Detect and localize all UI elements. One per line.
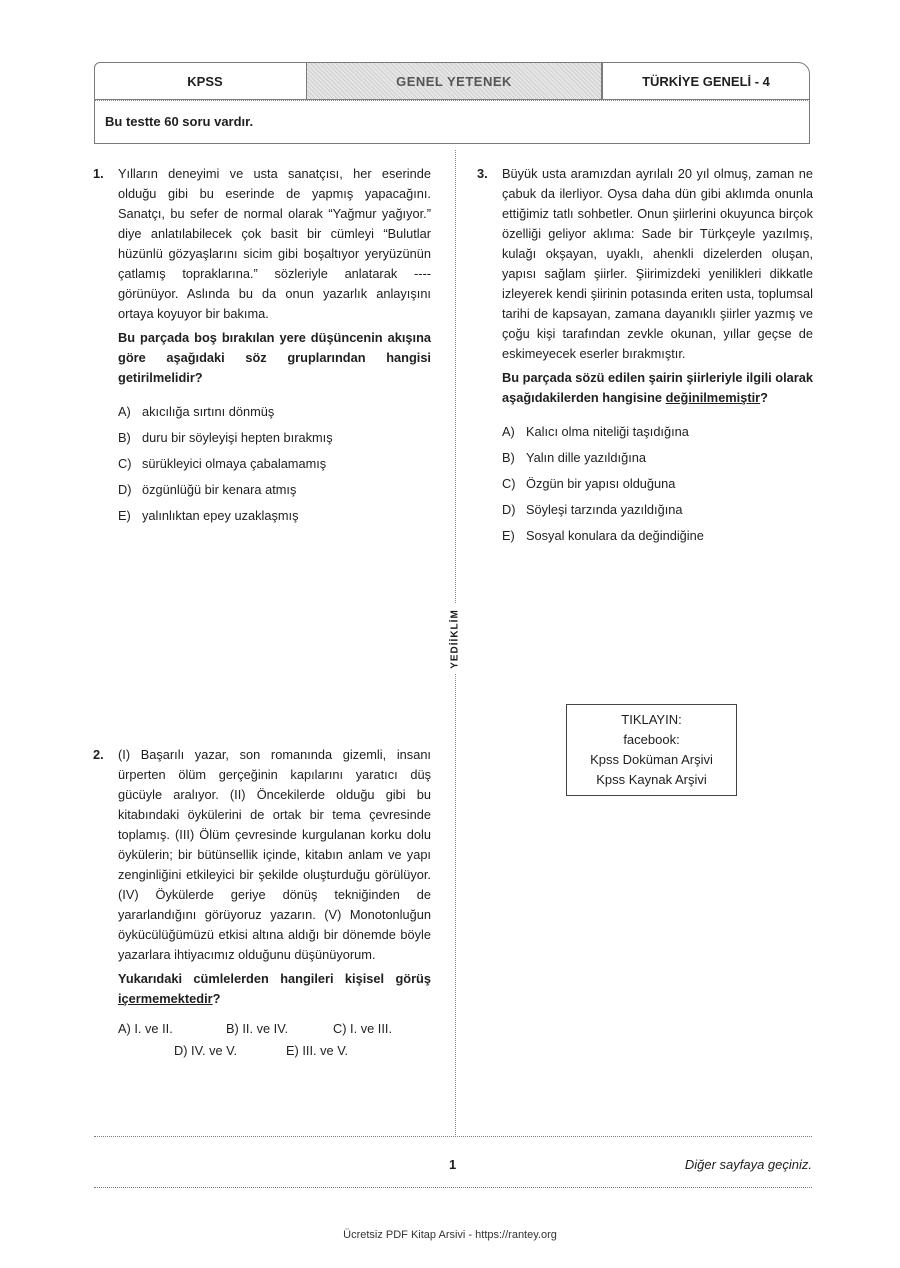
- option-letter: E): [502, 528, 515, 543]
- edition-label: [602, 62, 810, 100]
- promo-line: Kpss Doküman Arşivi: [590, 752, 713, 767]
- publisher-brand: [447, 604, 463, 674]
- answer-option-b[interactable]: [502, 448, 813, 474]
- stem-emphasis: değinilmemiştir: [665, 390, 761, 405]
- footer-divider: [94, 1187, 812, 1188]
- option-text: Özgün bir yapısı olduğuna: [526, 476, 676, 491]
- question-3: [477, 164, 813, 552]
- stem-end: ?: [212, 991, 221, 1006]
- source-credit: Ücretsiz PDF Kitap Arsivi - https://rantey.org: [343, 1229, 557, 1241]
- question-number: 3.: [477, 166, 488, 181]
- answer-option-e[interactable]: E) III. ve V.: [286, 1043, 349, 1058]
- option-letter: D): [502, 502, 516, 517]
- option-letter: B): [118, 430, 131, 445]
- answer-option-c[interactable]: C) I. ve III.: [333, 1021, 393, 1036]
- exam-name: [94, 62, 316, 100]
- stem-text: Yukarıdaki cümlelerden hangileri kişisel görüş: [118, 971, 431, 986]
- question-passage: Büyük usta aramızdan ayrılalı 20 yıl olmuş, zaman ne çabuk da ilerliyor. Oysa daha dün gibi aklımda onunla ettiğimiz tatlı sohbetler. Onun şiirlerini okuyunca birçok özelliği geliyor aklıma: Sade bir Türkçeyle yazılmış, kulağı okşayan, uyaklı, ahenkli dizelerden oluşan, yapısı sağlam şiirler. Şiirimizdeki yenilikleri dikkatle izleyerek kendi şiirinin potasında eriten usta, toplumsal tarihi de kapsayan, zamana dayanıklı şiirler yazmış ve çoğu kişi tarafından zevkle okunan, yıllar geçse de eskimeyecek eserler bırakmıştır.: [502, 166, 813, 361]
- publisher-brand-text: YEDİİKLİM: [449, 609, 461, 669]
- option-letter: D): [118, 482, 132, 497]
- question-2: [93, 745, 431, 1063]
- footer-divider: [94, 1136, 812, 1137]
- edition-label-text: TÜRKİYE GENELİ - 4: [642, 73, 770, 89]
- question-number: 1.: [93, 166, 104, 181]
- answer-option-b[interactable]: [118, 428, 431, 454]
- question-count-notice: [94, 100, 810, 144]
- question-stem: [118, 969, 431, 1009]
- question-passage: (I) Başarılı yazar, son romanında gizemli, insanı ürperten ölüm gerçeğinin kapılarını yaratıcı düş gücüyle aralıyor. (II) Öncekilerde olduğu gibi bu kitabındaki öykülerini de ortak bir tema çevresinde toplamış. (III) Ölüm çevresinde kurgulanan korku dolu öykülerin; bir bütünsellik içinde, kitabın anlam ve yapı zenginliğini etkileyici bir şekilde oluşturduğu görülüyor. (IV) Öykülerde geriye dönüş tekniğinden de yararlandığını görüyoruz yazarın. (V) Monotonluğun öykücülüğümüzü etkisi altına aldığı bir dönemde böyle yazarlara ihtiyacımız olduğunu düşünüyorum.: [118, 747, 431, 962]
- option-letter: A): [118, 404, 131, 419]
- promo-line: Kpss Kaynak Arşivi: [596, 772, 707, 787]
- answer-option-c[interactable]: [502, 474, 813, 500]
- answer-options: [118, 402, 431, 532]
- option-text: sürükleyici olmaya çabalamamış: [142, 456, 327, 471]
- option-text: akıcılığa sırtını dönmüş: [142, 404, 275, 419]
- option-text: Sosyal konulara da değindiğine: [526, 528, 704, 543]
- option-text: Yalın dille yazıldığına: [526, 450, 646, 465]
- answer-option-e[interactable]: [502, 526, 813, 552]
- answer-option-a[interactable]: A) I. ve II.: [118, 1021, 173, 1036]
- answer-option-e[interactable]: [118, 506, 431, 532]
- answer-option-d[interactable]: [118, 480, 431, 506]
- option-letter: E): [118, 508, 131, 523]
- stem-end: ?: [760, 390, 768, 405]
- option-text: Söyleşi tarzında yazıldığına: [526, 502, 683, 517]
- exam-name-text: KPSS: [187, 73, 223, 89]
- next-page-note: Diğer sayfaya geçiniz.: [684, 1157, 812, 1172]
- option-text: duru bir söyleyişi hepten bırakmış: [142, 430, 333, 445]
- answer-option-d[interactable]: [502, 500, 813, 526]
- option-text: özgünlüğü bir kenara atmış: [142, 482, 297, 497]
- answer-option-c[interactable]: [118, 454, 431, 480]
- option-letter: C): [502, 476, 516, 491]
- answer-option-a[interactable]: [118, 402, 431, 428]
- option-text: Kalıcı olma niteliği taşıdığına: [526, 424, 689, 439]
- question-passage: Yılların deneyimi ve usta sanatçısı, her eserinde olduğu gibi bu eserinde de yapmış yapacağını. Sanatçı, bu sefer de normal olarak “Yağmur yağıyor.” diye anlatılabilecek çok basit bir cümleyi “Bulutlar hüzünlü gözyaşlarını sicim gibi boşaltıyor yeryüzünün çatlamış topraklarına.” sözleriyle anlatarak ---- görünüyor. Aslında bu da onun yazarlık anlayışını ortaya koyuyor bir bakıma.: [118, 166, 431, 321]
- option-letter: B): [502, 450, 515, 465]
- question-stem: Bu parçada boş bırakılan yere düşüncenin akışına göre aşağıdaki söz gruplarından hangisi getirilmelidir?: [118, 330, 431, 385]
- option-letter: C): [118, 456, 132, 471]
- option-letter: A): [502, 424, 515, 439]
- section-title-text: GENEL YETENEK: [396, 73, 512, 89]
- answer-option-a[interactable]: [502, 422, 813, 448]
- section-title: [306, 62, 602, 100]
- promo-box[interactable]: [566, 704, 737, 796]
- stem-text: Bu parçada sözü edilen şairin şiirleriyle ilgili olarak aşağıdakilerden hangisine: [502, 370, 813, 405]
- question-number: 2.: [93, 747, 104, 762]
- answer-options: [502, 422, 813, 552]
- question-count-text: Bu testte 60 soru vardır.: [105, 114, 254, 129]
- question-1: [93, 164, 431, 532]
- answer-option-b[interactable]: B) II. ve IV.: [226, 1021, 289, 1036]
- promo-line: facebook:: [623, 732, 680, 747]
- option-text: yalınlıktan epey uzaklaşmış: [142, 508, 299, 523]
- answer-option-d[interactable]: D) IV. ve V.: [174, 1043, 238, 1058]
- stem-emphasis: içermemektedir: [118, 991, 213, 1006]
- promo-line: TIKLAYIN:: [621, 712, 682, 727]
- page-number: 1: [449, 1157, 457, 1172]
- question-stem: [502, 368, 813, 408]
- answer-options: [118, 1019, 431, 1063]
